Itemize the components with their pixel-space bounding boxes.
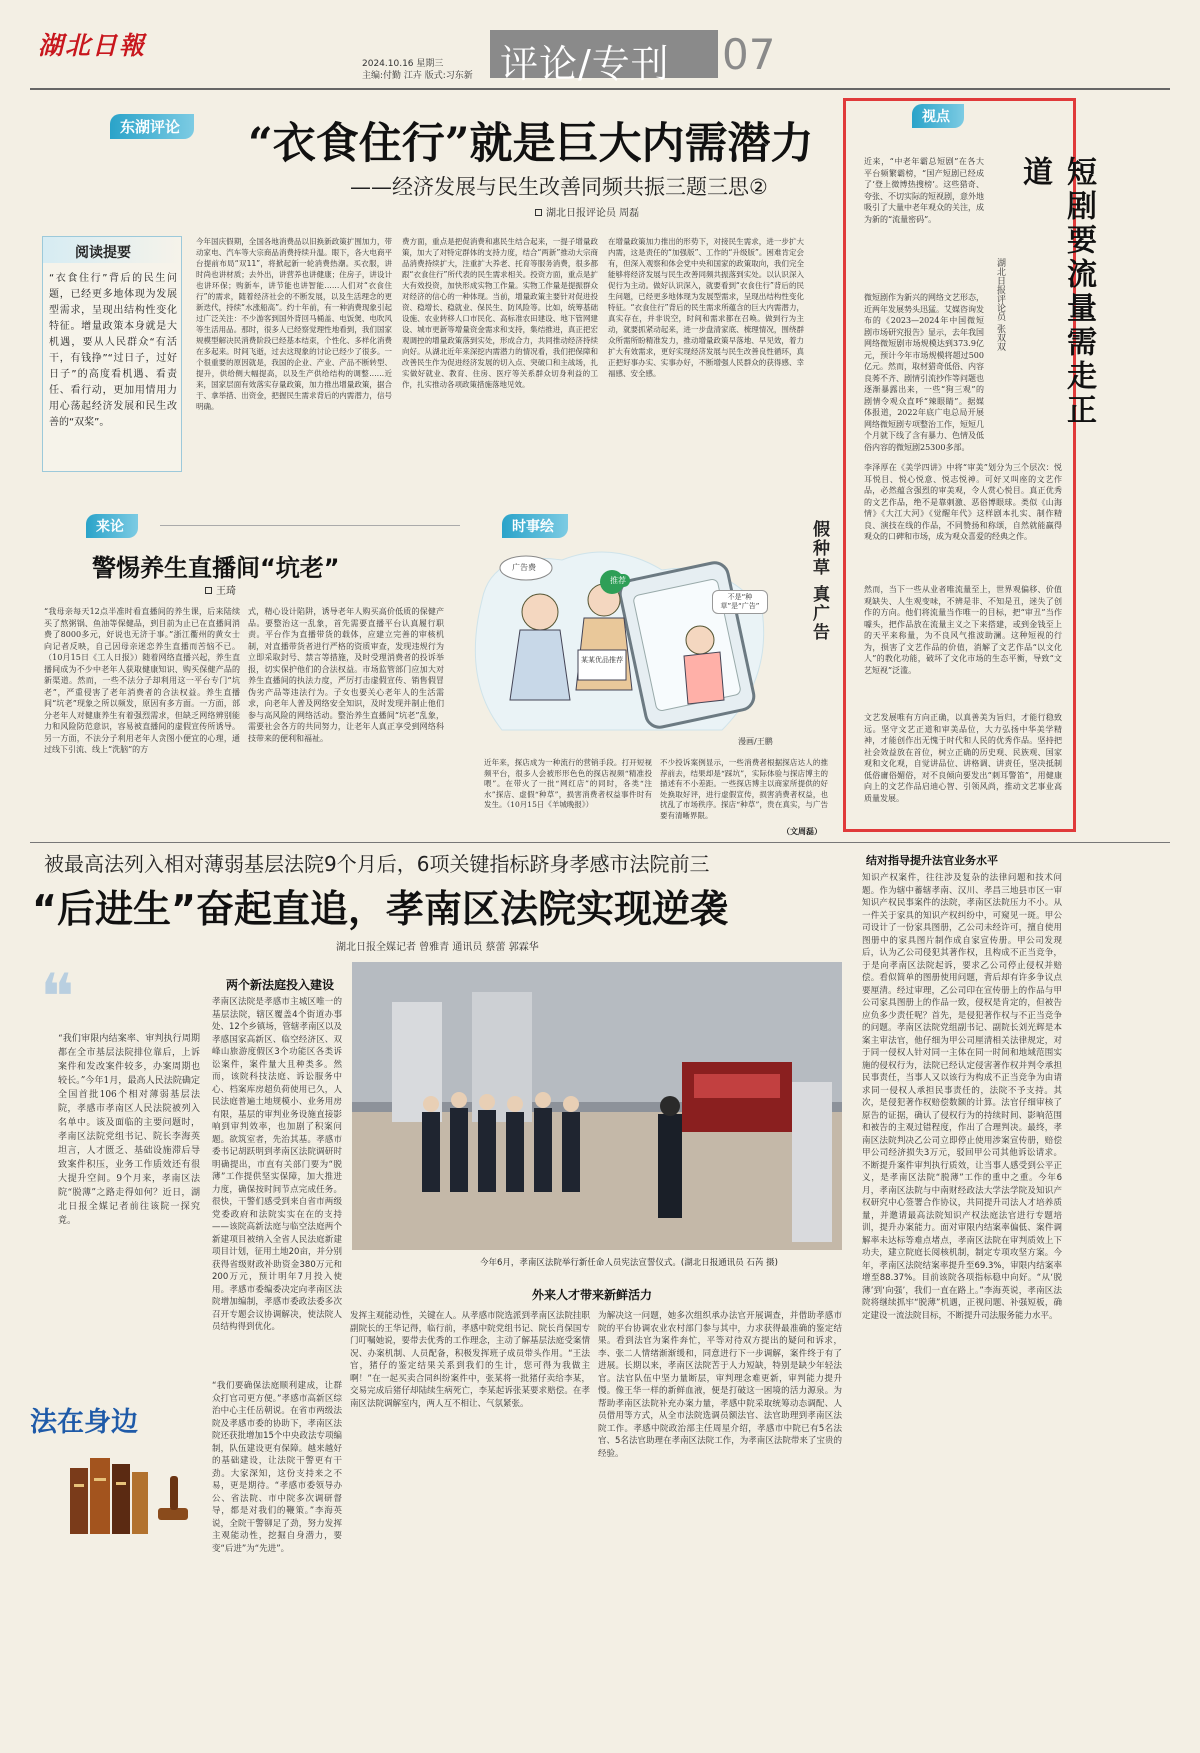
lead-col-2: 费方面，重点是把促消费和惠民生结合起来，一提子增量政策，加大了对特定群体的支持力度，结合“两新”推动大宗商品消费持续扩大，注重扩大养老、托育等服务消费，很多都跟“衣食住行”所代表的民生需求相关。投资方面，重点是扩大有效投资，加快形成实物工作量。实物工作量是提振群众对经济的信心的一种体现。当前，增量政策主要针对促进投资、稳增长、稳就业、保民生、防风险等。比如，统筹基础设施、农业转移人口市民化、高标准农田建设、地下管网建设、城市更新等增量资金需求和支持，集结推进，真正把宏观调控的增量政策落到实处，形成合力，共同推动经济持续向好。从湖北近年来深挖内需潜力的情况看，我们把保障和改善民生作为促进经济发展的切入点、突破口和主战场，扎实做好就业、教育、住房、医疗等关系群众切身利益的工作，扎实推动各项政策措施落地见效。	[402, 237, 598, 389]
feature-byline: 湖北日报全媒记者 曾雅青 通讯员 蔡蕾 郭霖华	[336, 942, 539, 953]
lead-title: “衣食住行”就是巨大内需潜力	[248, 119, 814, 169]
side-section-title: 结对指导提升法官业务水平	[866, 854, 998, 867]
viewpoint-body-3: 然而，当下一些从业者唯流量至上，世界观偏移、价值观缺失、人生观变味，不辨是非、不知是丑，迷失了创作的方向。他们将流量当作唯一的目标，把“审丑”当作噱头，把作品放在流量主义之下来搭建，或到金钱至上的天平来称量，为不良风气推波助澜。这种短视的行为，损害了文艺作品的价值，消解了文艺作品“以文化人”的教化功能，破坏了文化市场的生态平衡，导致“文艺短视”泛滥。	[864, 585, 1062, 675]
tag-current-cartoon: 时事绘	[502, 514, 568, 538]
viewpoint-byline-text: 湖北日报评论员 张双双	[995, 258, 1005, 351]
section-title: 评论/专刊	[500, 42, 670, 86]
side-section-text: 知识产权案件，往往涉及复杂的法律问题和技术问题。作为辖中蓄辖孝南、汉川、孝昌三地县市区一审知识产权民事案件的法院，孝南区法院压力不小。从一件关于家具的知识产权纠纷中，可窥见一斑。甲公司设计了一份家具图册，乙公司未经许可，擅自使用图册中的家具图片制作成自家宣传册。甲公司发现后，认为乙公司侵犯其著作权，且构成不正当竞争，于是向孝南区法院起诉，要求乙公司停止侵权并赔偿。看似简单的图册使用问题，背后却有许多争议点要厘清。经过审理，乙公司印在宣传册上的作品与甲公司家具图册上的作品一致，侵权是肯定的，但被告应负多少责任呢？首先，是侵犯著作权与不正当竞争的问题。孝南区法院党组副书记、副院长刘光辉是本案主审法官，他仔细为甲公司厘清相关法律规定，对于同一侵权人针对同一主体在同一时间和地域范围实施的侵权行为，法院已经认定侵害著作权并判令承担民事责任，当事人又以该行为构成不正当竞争为由请求同一侵权人承担民事责任的，法院不予支持。其次，是侵犯著作权赔偿数额的计算。法官仔细审核了原告的证据，确认了侵权行为的持续时间、影响范围和被告的主观过错程度，作出了合理判决。最终，孝南区法院判决乙公司立即停止使用涉案宣传册，赔偿甲公司经济损失3万元，驳回甲公司其他诉讼请求。不断提升案件审判执行质效，让当事人感受到公平正义，是孝南区法院“脱薄”工作的重中之重。今年6月，孝南区法院与中南财经政法大学法学院及知识产权研究中心签署合作协议，共同提升司法人才培养质量，并邀请最高法院知识产权法庭法官进行专题培训，提升办案能力。面对审限内结案率偏低、案件调解率未达标等难点堵点，孝南区法院在审判质效上下功夫，建立院庭长阅核机制，制定专项攻坚方案。今年，孝南区法院结案率提升至69.3%，审限内结案率增至88.37%。目前该院各项指标稳中向好。“从‘脱薄’到‘向强’，我们一直在路上。”李海英说，孝南区法院将继续抓牢“脱薄”机遇，正视问题、补强短板，确定建设一流法院目标，不断提升司法服务能力水平。	[862, 873, 1062, 1321]
comment-byline	[205, 582, 236, 597]
cartoon-text-author: （文周磊）	[782, 827, 822, 836]
books-icon	[64, 1438, 194, 1538]
comment-title: 警惕养生直播间“坑老”	[92, 554, 340, 582]
column-logo	[30, 1398, 204, 1548]
feature-sidebar-quote: “我们审限内结案率、审判执行周期都在全市基层法院排位靠后，上诉案件和发改案件较多，办案周期也较长。”今年1月，最高人民法院确定全国首批106个相对薄弱基层法院，孝感市孝南区人民法院被列入名单中。该及面临的主要问题时，孝南区法院党组书记、院长李海英坦言，人才匮乏、基础设施滞后导致案件积压，业务工作质效还有很大提升空间。9个月来，孝南区法院“脱薄”之路走得如何？近日，湖北日报全媒记者前往该院一探究竟。	[58, 1034, 200, 1226]
viewpoint-body-1: 微短剧作为新兴的网络文艺形态，近两年发展势头迅猛。艾媒咨询发布的《2023—2024年中国微短剧市场研究报告》显示，去年我国网络微短剧市场规模达到373.9亿元，预计今年市场规模将超过500亿元。然而，取材猎奇低俗、内容良莠不齐、剧情引流抄作等问题也逐渐暴露出来，一些“狗三观”的剧情令观众直呼“辣眼睛”。据媒体报道，2022年底广电总局开展网络微短剧专项整治工作，短短几个月就下线了含有暴力、色情及低俗内容的微短剧25300多部。	[864, 293, 984, 452]
viewpoint-body-2: 李泽厚在《美学四讲》中将“审美”划分为三个层次：悦耳悦目、悦心悦意、悦志悦神。可好又叫座的文艺作品，必然蕴含强烈的审美观，令人赏心悦目。真正优秀的文艺作品，绝不是靠刺激、恶俗博眼球。类似《山海情》《大江大河》《觉醒年代》这样剧本扎实、制作精良、演技在线的作品，不同赞扬和称颂，自然就能赢得观众的口碑和市场，成为观众喜爱的经典之作。	[864, 463, 1062, 541]
lead-col-3: 在增量政策加力推出的形势下，对接民生需求，进一步扩大内需，这是责任的“加强版”、工作的“升级版”。困难肯定会有，但深入观察和体会党中央和国家的政策取向，我们完全能够将经济发展与民生改善同频共振落到实处。以认识深入促行为主动。做好认识深入，就要看到“衣食住行”背后的民生问题，已经更多地体现为发展型需求，呈现出结构性变化特征。“衣食住行”背后的民生需求所蕴含的巨大内需潜力，真实存在，并非说空，时间和需求都在召唤。做到行为主动，就要抓紧动起来，进一步盘清家底、梳理情况，围绕群众所需所盼精准发力，推动增量政策早落地、早见效，着力扩大有效需求，更好实现经济发展与民生改善良性循环，真正把好事办实、实事办好，不断增强人民群众的获得感、幸福感、安全感。	[608, 237, 804, 378]
masthead-date: 2024.10.16 星期三	[362, 59, 444, 69]
cartoon-frame	[462, 530, 782, 750]
feature-headline: “后进生”奋起直追，孝南区法院实现逆袭	[32, 887, 728, 931]
lead-byline	[535, 204, 639, 219]
photo-caption: 今年6月，孝南区法院举行新任命人员宪法宣誓仪式。(湖北日报通讯员 石芮 摄)	[480, 1258, 778, 1268]
lead-byline-text: 湖北日报评论员 周磊	[546, 208, 640, 219]
masthead-staff: 主编:付勤 江卉 版式:习东新	[362, 71, 473, 81]
lead-subtitle: ——经济发展与民生改善同频共振三题三思②	[350, 175, 768, 199]
news-photo	[352, 962, 842, 1250]
cartoon-vertical-title: 假种草 真广告	[809, 520, 829, 642]
section-2-col-1: 发挥主观能动性，关键在人。从孝感市院选派到孝南区法院挂职副院长的王华记得，临行前，孝感中院党组书记、院长肖保国专门叮嘱她说，要带去优秀的工作理念，主动了解基层法庭受案情况、办案机制、人员配备，积极发挥班子成员带头作用。“王法官，猪仔的鉴定结果关系到我们的生计，您可得为我做主啊！”在一起买卖合同纠纷案件中，张某将一批猪仔卖给李某，交易完成后猪仔却陆续生病死亡，李某起诉张某要求赔偿。在孝南区法院调解室内，两人互不相让、气氛紧张。	[350, 1311, 590, 1409]
tag-comment: 来论	[86, 514, 138, 538]
comment-col-1: “我母亲每天12点半准时看直播间的养生课，后来陆续买了熬粥锅、鱼油等保健品，到目前为止已在直播间消费了8000多元，好说也无济于事。”浙江衢州的黄女士向记者反映，自己因母亲迷恋养生直播而苦恼不已。（10月15日《工人日报》）随着网络直播兴起，养生直播间成为不少中老年人获取健康知识、购买保健产品的新渠道。然而，一些不法分子却利用这一平台专门“坑老”，严重侵害了老年消费者的合法权益。养生直播间“坑老”现象之所以频发，原因有多方面。一方面，部分老年人对健康养生有着强烈需求，但缺乏网络辨别能力和风险防范意识，容易被直播间的虚假宣传所诱导。另一方面，不法分子利用老年人贪图小便宜的心理，通过线下引流、线上“洗脑”的方	[44, 607, 240, 754]
lead-col-1: 今年国庆假期，全国各地消费品以旧换新政策扩围加力，带动家电、汽车等大宗商品消费持续升温。眼下，各大电商平台提前布局“双11”，将掀起新一轮消费热潮。买衣服，讲时尚也讲材质；去外出，讲营养也讲健康；住房子，讲设计也讲环保；购新车，讲节能也讲智能……人们对“衣食住行”的需求，随着经济社会的不断发展，以及生活理念的更新迭代，持续“水涨船高”。约十年前，有一种消费现象引起过广泛关注：不少游客到国外背回马桶盖、电饭煲、电吹风等生活用品。那时，很多人已经察觉理性地看到，我们国家规模型解决民消费阶段已经基本结束，个性化、多样化消费在多起来。时间飞逝，过去这现象的讨论已经少了很多。一个很重要的原因就是，我国的企业、产业、产品不断转型、提升，供给侧大幅提高，以及生产供给结构的调整……近来，国家层面有效落实存量政策，加力推出增量政策，据合于、拿举措、出资金，把握民生需求背后的内需潜力，信号明确。	[196, 237, 392, 411]
cartoon-badge: 推荐	[606, 574, 630, 587]
ceremony-photo	[352, 962, 842, 1250]
section-divider	[30, 842, 1170, 843]
quote-mark-icon: ❝	[40, 961, 75, 1035]
cartoon-bubble-right: 不是“种草”是“广告”	[712, 590, 768, 614]
viewpoint-body-4: 文艺发展唯有方向正确，以真善美为旨归，才能行稳致远。坚守文艺正道和审美品位，大力弘扬中华美学精神，才能创作出无愧于时代和人民的优秀作品。坚持把社会效益放在首位，树立正确的历史观、民族观、国家观和文化观，自觉讲品位、讲格调、讲责任，坚决抵制低俗庸俗媚俗，对不良倾向要发出“刺耳警笛”，用健康向上的文艺作品启迪心智、引领风尚，推动文艺事业高质量发展。	[864, 713, 1062, 803]
viewpoint-byline	[994, 258, 1007, 438]
comment-col-2: 式，精心设计陷阱，诱导老年人购买高价低质的保健产品。要整治这一乱象，首先需要直播平台认真履行职责。平台作为直播带货的载体，应建立完善的审核机制，对直播带货者进行严格的资质审查，发现违规行为立即采取封号、禁言等措施，及时受理消费者的投诉举报，切实保护他们的合法权益。市场监管部门应加大对养生直播间的执法力度，严厉打击虚假宣传、销售假冒伪劣产品等违法行为。子女也要关心老年人的生活需求，向老年人普及网络安全知识，及时发现并制止他们参与高风险的网络活动。整治养生直播间“坑老”乱象，需要社会各方的共同努力，让老年人真正享受到网络科技带来的便利和福祉。	[248, 607, 444, 743]
section-2-title: 外来人才带来新鲜活力	[532, 1288, 653, 1302]
newspaper-logo: 湖北日報	[38, 31, 147, 60]
cartoon-bubble-left: 广告费	[512, 563, 536, 572]
section-2-col-2: 为解决这一问题，她多次组织承办法官开展调查，并借助孝感市院的平台协调农业农村部门参与其中，力求获得最准确的鉴定结果。看到法官为案件奔忙，平等对待双方提出的疑问和诉求，李、张二人情绪渐渐缓和，同意进行下一步调解，案件终于有了进展。长期以来，孝南区法院苦于人力短缺，特别是缺少年轻法官。法官队伍中坚力量断层，审判理念难更新，审判能力提升慢。像王华一样的新鲜血液，便是打破这一困境的活力源泉。为帮助孝南区法院补充办案力量，孝感中院采取统筹动态调配、人员借用等方式，从全市法院选调员额法官、法官助理到孝南区法院工作。孝感中院政治部主任周星介绍，孝感市中院已有5名法官、5名法官助理在孝南区法院工作，为孝南区法院带来了宝贵的经验。	[598, 1311, 842, 1459]
cartoon-credit: 漫画/王鹏	[738, 737, 773, 746]
digest-box	[42, 236, 182, 472]
page-number: 07	[722, 30, 776, 79]
column-logo-title: 法在身边	[30, 1407, 138, 1438]
section-1-title: 两个新法庭投入建设	[226, 978, 335, 992]
feature-kicker: 被最高法列入相对薄弱基层法院9个月后，6项关键指标跻身孝感市法院前三	[44, 852, 710, 876]
byline-box-icon	[535, 209, 542, 216]
digest-title: 阅读提要	[75, 245, 131, 261]
viewpoint-intro: 近来，“中老年霸总短剧”在各大平台频繁霸榜，“国产短剧已经成了‘登上微博热搜榜’。这些猎奇、夸张、不切实际的短视剧，意外地吸引了大量中老年观众的关注，成为新的“流量密码”。	[864, 157, 984, 224]
comment-byline-text: 王琦	[216, 586, 236, 597]
section-1-text-2: “我们要确保法庭顺利建成，让群众打官司更方便。”孝感市高新区综治中心主任岳朝说。在省市两级法院及孝感市委的协助下，孝南区法院还获批增加15个中央政法专项编制，队伍建设更有保障。越来越好的基础建设，让法院干警更有干劲。大家深知，这份支持来之不易，更是期待。“孝感市委领导办公、省法院、市中院多次调研督导，都是对我们的鞭策。”李海英说，全院干警铆足了劲，努力发挥主观能动性，挖掘自身潜力，要变“后进”为“先进”。	[212, 1381, 342, 1554]
comment-rule	[160, 525, 460, 526]
cartoon-text-left: 近年来，探店成为一种流行的营销手段。打开短视频平台，很多人会被形形色色的探店视频“精准投喂”。在带火了一批“网红店”的同时，各类“注水”探店、虚假“种草”，损害消费者权益事件时有发生。（10月15日《羊城晚报》）	[484, 758, 652, 809]
cartoon-sign: 某某优品推荐	[581, 656, 623, 664]
masthead-rule	[30, 88, 1170, 90]
viewpoint-title: 短剧要流量需走正道	[1017, 156, 1096, 428]
tag-viewpoint: 视点	[912, 104, 964, 128]
masthead	[0, 0, 1200, 92]
section-1-text: 孝南区法院是孝感市主城区唯一的基层法院，辖区覆盖4个街道办事处、12个乡镇场，管辖孝南区以及孝感国家高新区、临空经济区、双峰山旅游度假区3个功能区各类诉讼案件，案件量大且种类多。然而，该院科技法庭、诉讼服务中心、档案库房超负荷使用已久，人民法庭普遍土地规模小、业务用房有限，基层的审判业务设施直接影响到审判效率，也加剧了积案问题。欲筑室者，先治其基。孝感市委书记胡跃明到孝南区法院调研时明确提出，市直有关部门要为“脱薄”工作提供坚实保障，加大推进力度，确保按时间节点完成任务。很快，干警们感受到来自省市两级党委政府和法院实实在在的支持——该院高新法庭与临空法庭两个新建项目被纳入全省人民法庭新建项目计划，征用土地20亩，并分别获得省级财政补助资金380万元和200万元，预计明年7月投入使用。孝感市委编委决定向孝南区法院增加编制，孝感市委政法委多次召开专题会议协调解决，使法院人员结构得到优化。	[212, 997, 342, 1332]
digest-text: “衣食住行”背后的民生问题，已经更多地体现为发展型需求，呈现出结构性变化特征。增量政策本身就是大机遇，要从人民群众“有活干，有钱挣”“过日子，过好日子”的高度看机遇、看责任、看行动，更加用情用力用心荡起经济发展和民生改善的“双桨”。	[49, 273, 177, 428]
tag-donghu-comment: 东湖评论	[110, 114, 194, 139]
byline-box-icon	[205, 587, 212, 594]
cartoon-text-right: 不少投诉案例显示，一些消费者根据探店达人的推荐前去，结果却是“踩坑”，实际体验与探店博主的描述有不小差距。一些探店博主以商家所提供的好处换取好评，进行虚假宣传，损害消费者权益，也扰乱了市场秩序。探店“种草”，贵在真实，与广告要有清晰界限。	[660, 758, 828, 820]
cartoon-illustration	[462, 530, 782, 750]
